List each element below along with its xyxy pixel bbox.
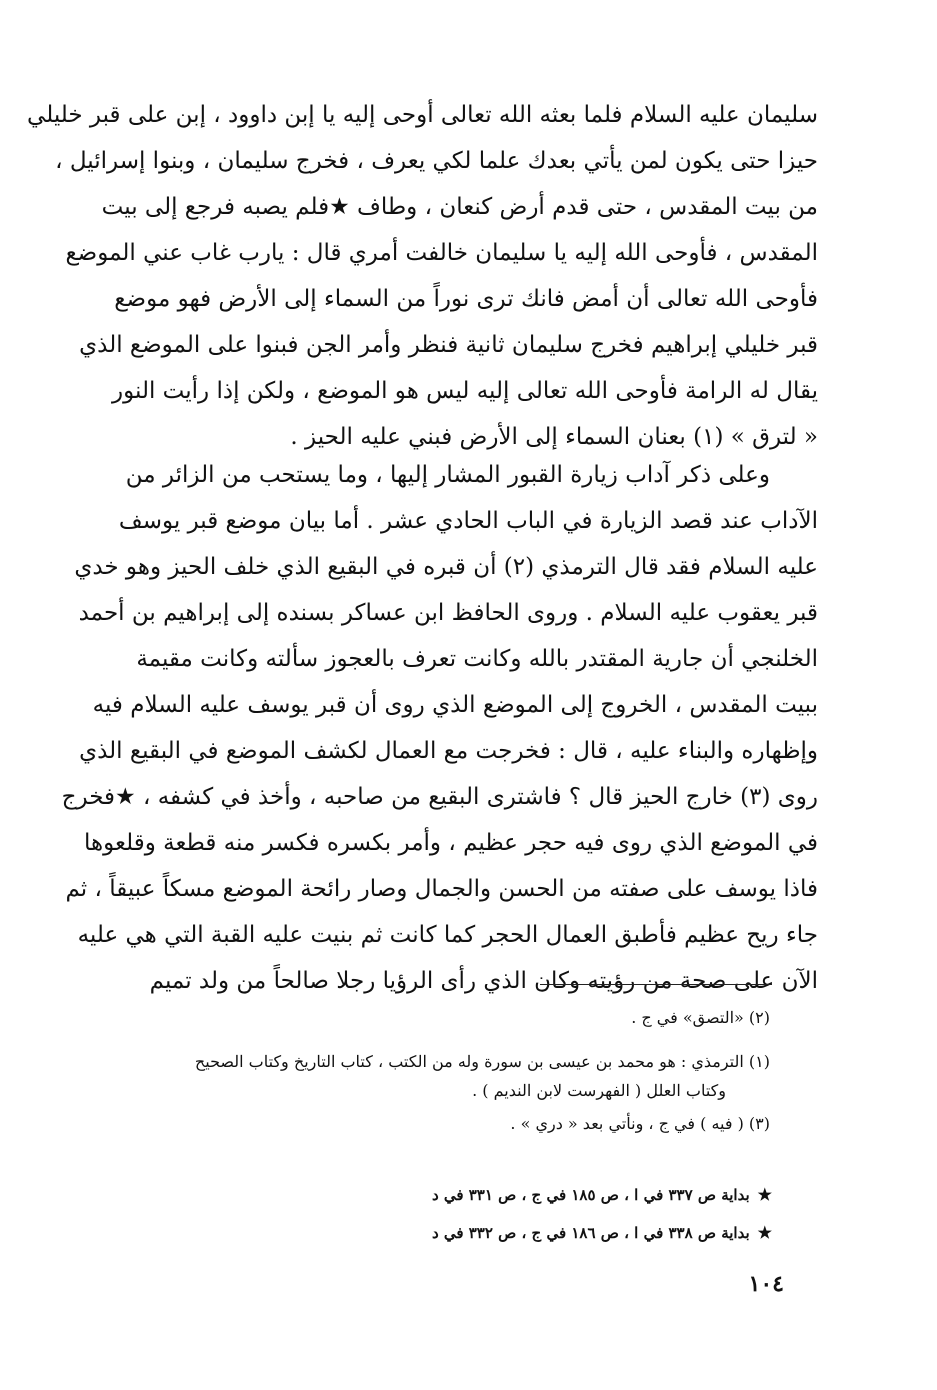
text-line: جاء ريح عظيم فأطبق العمال الحجر كما كانت ثم بنيت عليه القبة التي هي عليه [77,922,818,948]
text-line: وإظهاره والبناء عليه ، قال : فخرجت مع العمال لكشف الموضع في البقيع الذي [79,738,818,764]
text-line: من بيت المقدس ، حتى قدم أرض كنعان ، وطاف ★فلم يصبه فرجع إلى بيت [101,194,818,220]
page-reference-note [300,1176,772,1214]
paragraph-1 [27,92,818,460]
footnote-spacer [100,1036,770,1044]
text-line: قبر يعقوب عليه السلام . وروى الحافظ ابن عساكر بسنده إلى إبراهيم بن أحمد [78,600,818,626]
footnotes [100,1000,770,1142]
text-line: عليه السلام فقد قال الترمذي (٢) أن قبره في البقيع الذي خلف الحيز وهو خدي [74,554,818,580]
text-line: الآن على صحة من رؤيته وكان الذي رأى الرؤيا رجلا صالحاً من ولد تميم [149,968,818,994]
page-reference-notes [300,1176,772,1252]
text-line: يقال له الرامة فأوحى الله تعالى إليه ليس هو الموضع ، ولكن إذا رأيت النور [112,378,818,404]
text-line: وعلى ذكر آداب زيارة القبور المشار إليها ، وما يستحب من الزائر من [125,462,770,488]
text-line: الآداب عند قصد الزيارة في الباب الحادي عشر . أما بيان موضع قبر يوسف [118,508,818,534]
page-reference-text: بداية ص ٣٣٧ في ا ، ص ١٨٥ في ج ، ص ٣٣١ في د [431,1186,750,1204]
text-line: الخلنجي أن جارية المقتدر بالله وكانت تعرف بالعجوز سألته وكانت مقيمة [136,646,818,672]
text-line: قبر خليلي إبراهيم فخرج سليمان ثانية فنظر وأمر الجن فبنوا على الموضع الذي [79,332,818,358]
star-icon: ★ [757,1223,772,1242]
text-line: فأوحى الله تعالى أن أمض فانك ترى نوراً من السماء إلى الأرض فهو موضع [114,286,818,312]
page-reference-note [300,1214,772,1252]
footnote: (٣) ( فيه ) في ج ، ونأتي بعد « دري » . [510,1114,770,1133]
text-line: « لترق » (١) بعنان السماء إلى الأرض فبني عليه الحيز . [290,424,818,450]
text-line: في الموضع الذي روى فيه حجر عظيم ، وأمر بكسره فكسر منه قطعة وقلعوها [83,830,818,856]
page-number: ١٠٤ [748,1271,784,1297]
text-line: روى (٣) خارج الحيز قال ؟ فاشترى البقيع من صاحبه ، وأخذ في كشفه ، ★فخرج [61,784,818,810]
paragraph-2 [61,452,818,1004]
page-reference-text: بداية ص ٣٣٨ في ا ، ص ١٨٦ في ج ، ص ٣٣٢ في د [431,1224,750,1242]
text-line: فاذا يوسف على صفته من الحسن والجمال وصار رائحة الموضع مسكاً عبيقاً ، ثم [65,876,818,902]
text-line: حيزا حتى يكون لمن يأتي بعدك علما لكي يعرف ، فخرج سليمان ، وبنوا إسرائيل ، [55,148,818,174]
text-line: المقدس ، فأوحى الله إليه يا سليمان خالفت أمري قال : يارب غاب عني الموضع [65,240,818,266]
footnote: (٢) «التصق» في ج . [631,1008,770,1027]
text-line: سليمان عليه السلام فلما بعثه الله تعالى أوحى إليه يا إبن داوود ، إبن على قبر خليلي [27,102,818,128]
footnote-divider [540,984,772,985]
footnote-continuation: وكتاب العلل ( الفهرست لابن النديم ) . [472,1081,726,1100]
star-icon: ★ [757,1185,772,1204]
text-line: ببيت المقدس ، الخروج إلى الموضع الذي روى أن قبر يوسف عليه السلام فيه [92,692,818,718]
footnote: (١) الترمذي : هو محمد بن عيسى بن سورة وله من الكتب ، كتاب التاريخ وكتاب الصحيح [194,1052,770,1071]
